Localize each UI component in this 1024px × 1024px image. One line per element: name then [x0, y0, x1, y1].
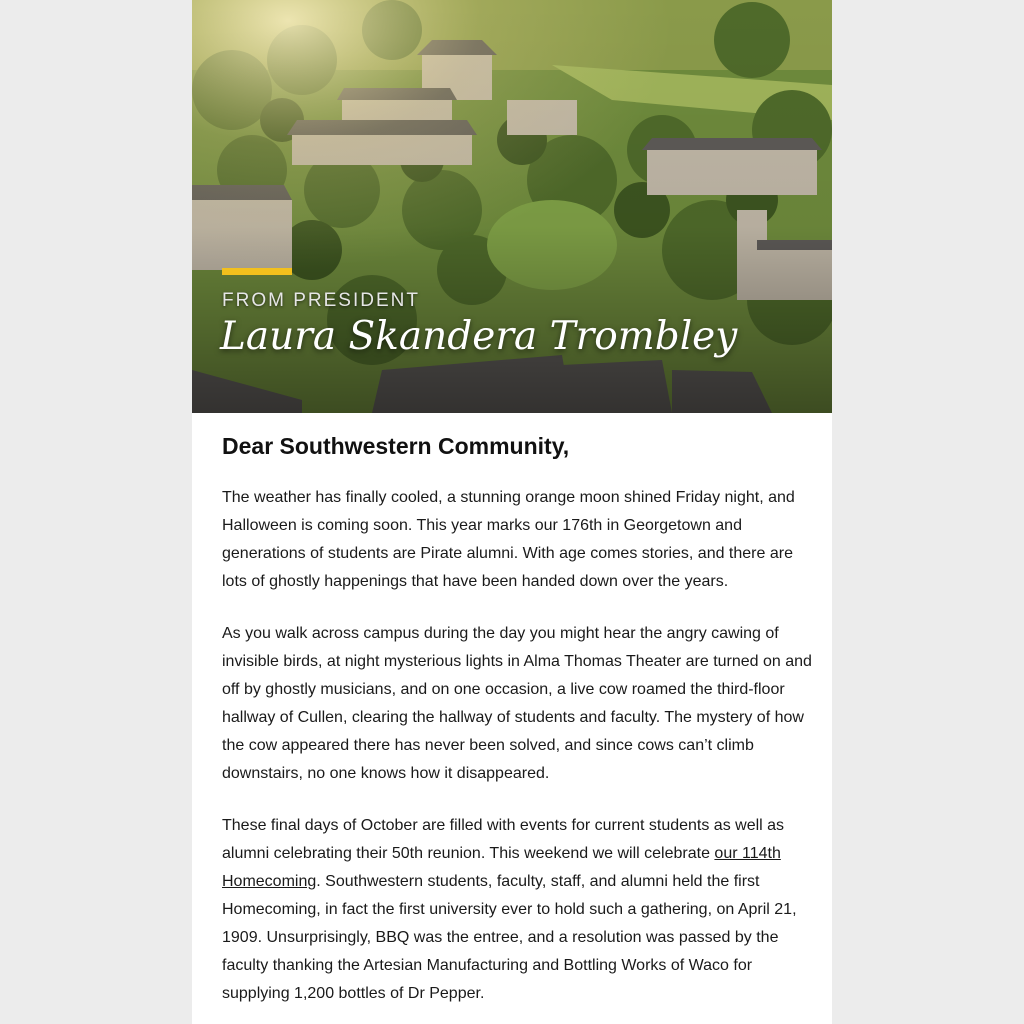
- accent-bar: [222, 268, 292, 275]
- paragraph-3-text-b: . Southwestern students, faculty, staff, and alumni held the first Homecoming, in fact the first university ever to hold such a gathering, on April 21, 1909. Unsurprisingly, BBQ was the entree, and a resolution was passed by the faculty thanking the Artesian Manufacturing and Bottling Works of Waco for supplying 1,200 bottles of Dr Pepper.: [222, 873, 797, 1002]
- president-name: Laura Skandera Trombley: [220, 314, 738, 359]
- hero-eyebrow: FROM PRESIDENT: [222, 290, 420, 311]
- hero-banner: [192, 0, 832, 413]
- paragraph-3-text-a: These final days of October are filled with events for current students as well as alumni celebrating their 50th reunion. This weekend we will celebrate: [222, 817, 785, 862]
- email-body: [192, 0, 832, 1024]
- homecoming-link[interactable]: our 114th Homecoming: [222, 845, 781, 890]
- letter-content: [192, 413, 832, 1008]
- paragraph-2: As you walk across campus during the day you might hear the angry cawing of invisible birds, at night mysterious lights in Alma Thomas Theater are turned on and off by ghostly musicians, and on one occasion, a live cow roamed the third-floor hallway of Cullen, clearing the hallway of students and faculty. The mystery of how the cow appeared there has never been solved, and since cows can’t climb downstairs, no one knows how it disappeared.: [222, 625, 812, 782]
- paragraph-1: The weather has finally cooled, a stunning orange moon shined Friday night, and Halloween is coming soon. This year marks our 176th in Georgetown and generations of students are Pirate alumni. With age comes stories, and there are lots of ghostly happenings that have been handed down over the years.: [222, 489, 795, 590]
- paragraph-3: [222, 812, 812, 1008]
- letter-greeting: Dear Southwestern Community,: [222, 433, 570, 459]
